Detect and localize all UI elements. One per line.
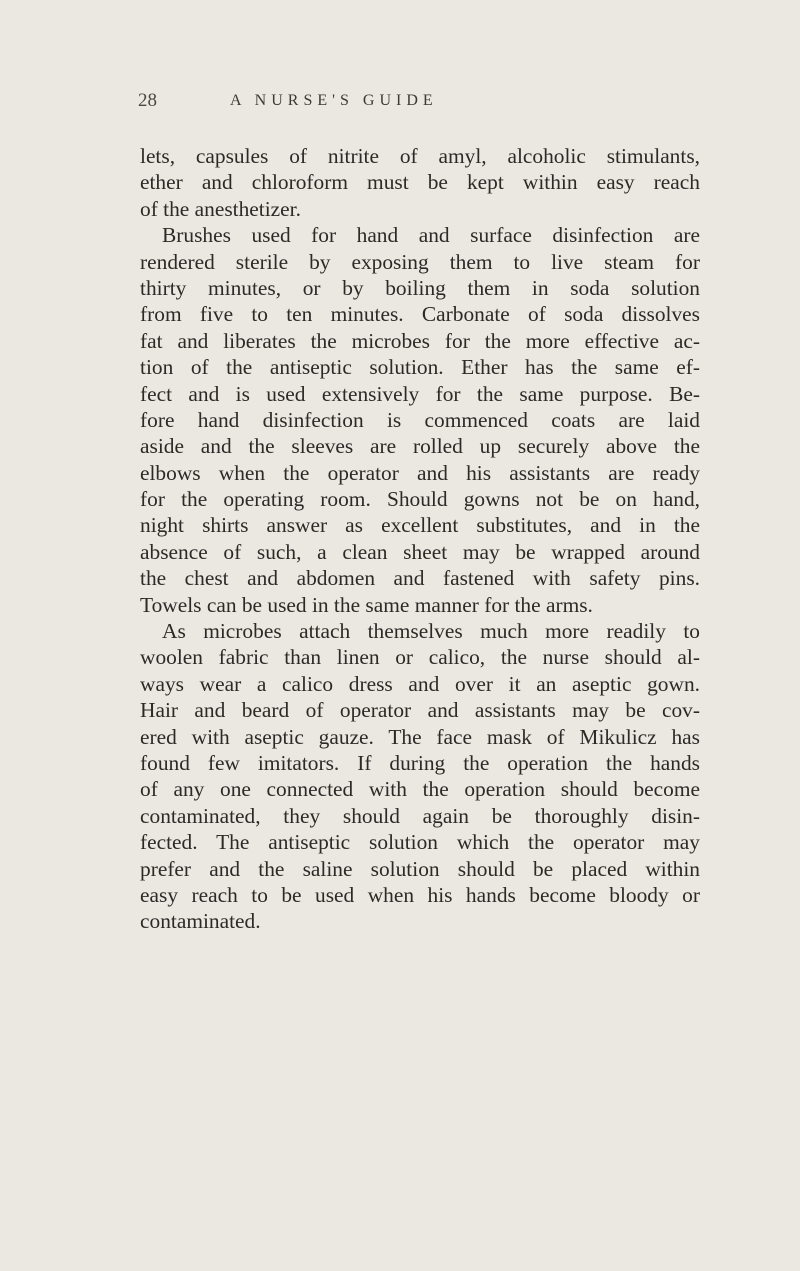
text-line: contaminated, they should again be thoroughly disin- xyxy=(140,803,700,828)
paragraph-start-line: Brushes used for hand and surface disinfection are xyxy=(162,223,700,248)
running-title: A NURSE'S GUIDE xyxy=(230,92,438,109)
text-line: tion of the antiseptic solution. Ether has the same ef- xyxy=(140,355,700,380)
text-line: night shirts answer as excellent substitutes, and in the xyxy=(140,513,700,538)
text-line: fore hand disinfection is commenced coats are laid xyxy=(140,407,700,432)
text-line: thirty minutes, or by boiling them in soda solution xyxy=(140,275,700,300)
text-line: fat and liberates the microbes for the more effective ac- xyxy=(140,328,700,353)
text-line: Hair and beard of operator and assistants may be cov- xyxy=(140,698,700,723)
text-line: prefer and the saline solution should be placed within xyxy=(140,856,700,881)
text-line: easy reach to be used when his hands become bloody or xyxy=(140,882,700,907)
text-line: the chest and abdomen and fastened with safety pins. xyxy=(140,566,700,591)
text-line: fected. The antiseptic solution which the operator may xyxy=(140,830,700,855)
page-header xyxy=(0,90,800,120)
page-number: 28 xyxy=(138,90,157,111)
text-line: aside and the sleeves are rolled up securely above the xyxy=(140,434,700,459)
text-line: lets, capsules of nitrite of amyl, alcoholic stimulants, xyxy=(140,144,700,168)
text-line: ered with aseptic gauze. The face mask of Mikulicz has xyxy=(140,724,700,749)
text-line: contaminated. xyxy=(140,909,261,934)
paragraph-start-line: As microbes attach themselves much more readily to xyxy=(162,619,700,644)
text-line: for the operating room. Should gowns not be on hand, xyxy=(140,487,700,512)
text-line: of any one connected with the operation should become xyxy=(140,777,700,802)
body-text xyxy=(140,143,700,935)
text-line: absence of such, a clean sheet may be wrapped around xyxy=(140,539,700,564)
text-line: Towels can be used in the same manner for the arms. xyxy=(140,592,593,617)
text-line: elbows when the operator and his assistants are ready xyxy=(140,460,700,485)
text-line: fect and is used extensively for the same purpose. Be- xyxy=(140,381,700,406)
text-line: from five to ten minutes. Carbonate of soda dissolves xyxy=(140,302,700,327)
text-line: of the anesthetizer. xyxy=(140,196,301,221)
text-line: woolen fabric than linen or calico, the nurse should al- xyxy=(140,645,700,670)
text-line: found few imitators. If during the operation the hands xyxy=(140,750,700,775)
text-line: ether and chloroform must be kept within easy reach xyxy=(140,170,700,195)
text-line: ways wear a calico dress and over it an aseptic gown. xyxy=(140,671,700,696)
text-line: rendered sterile by exposing them to live steam for xyxy=(140,249,700,274)
